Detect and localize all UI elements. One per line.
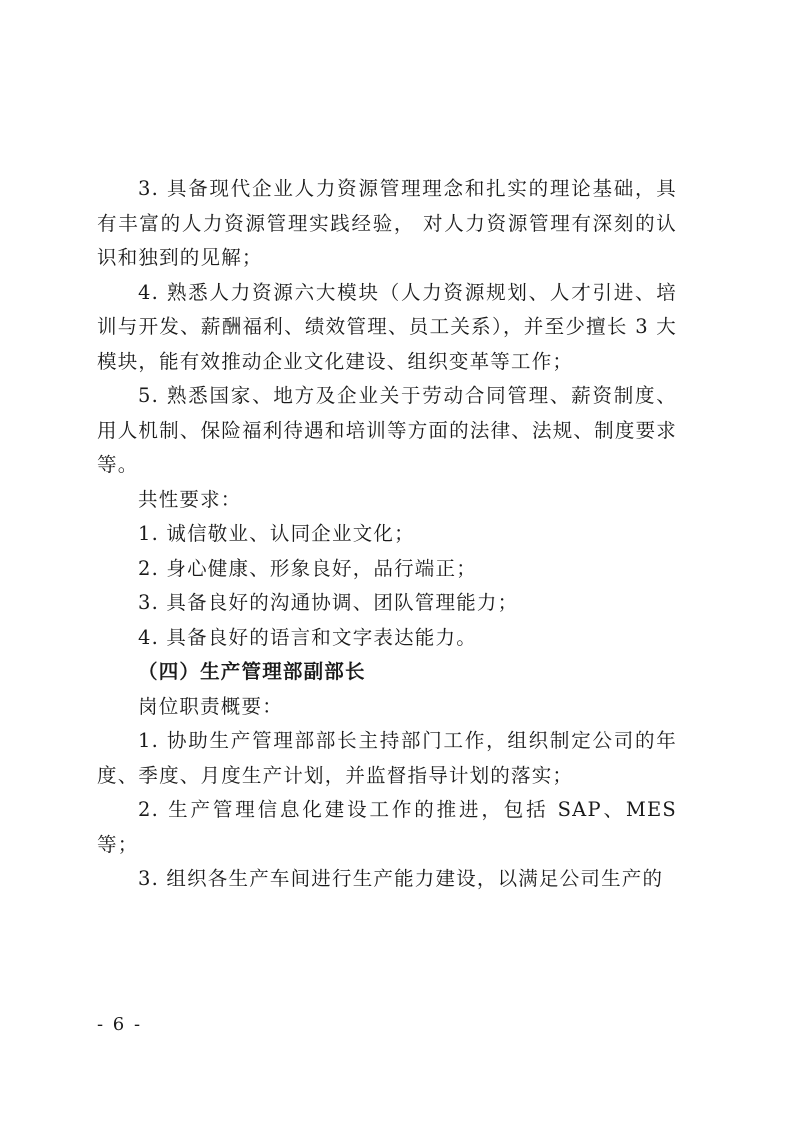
page-number: - 6 - xyxy=(97,1014,143,1035)
body-text xyxy=(97,172,677,897)
paragraph-common-requirements-label: 共性要求： xyxy=(138,487,242,511)
paragraph-duties-label: 岗位职责概要： xyxy=(138,694,283,718)
paragraph-common-2: 2. 身心健康、形象良好，品行端正； xyxy=(138,556,477,580)
paragraph-common-3: 3. 具备良好的沟通协调、团队管理能力； xyxy=(138,591,519,614)
paragraph-common-1: 1. 诚信敬业、认同企业文化； xyxy=(138,522,415,545)
paragraph-duty-3: 3. 组织各生产车间进行生产能力建设，以满足公司生产的 xyxy=(138,867,664,890)
paragraph-common-4: 4. 具备良好的语言和文字表达能力。 xyxy=(138,625,477,649)
section-heading: （四）生产管理部副部长 xyxy=(138,660,366,683)
paragraph-duty-1: 1. 协助生产管理部部长主持部门工作，组织制定公司的年度、季度、月度生产计划，并监督指导计划的落实； xyxy=(97,729,677,787)
paragraph-requirement-5: 5. 熟悉国家、地方及企业关于劳动合同管理、薪资制度、用人机制、保险福利待遇和培训等方面的法律、法规、制度要求等。 xyxy=(97,384,677,476)
paragraph-duty-2: 2. 生产管理信息化建设工作的推进，包括 SAP、MES 等； xyxy=(97,798,677,856)
paragraph-requirement-4: 4. 熟悉人力资源六大模块（人力资源规划、人才引进、培训与开发、薪酬福利、绩效管理、员工关系），并至少擅长 3 大模块，能有效推动企业文化建设、组织变革等工作； xyxy=(97,280,677,373)
paragraph-requirement-3: 3. 具备现代企业人力资源管理理念和扎实的理论基础，具有丰富的人力资源管理实践经验， 对人力资源管理有深刻的认识和独到的见解； xyxy=(97,177,677,269)
